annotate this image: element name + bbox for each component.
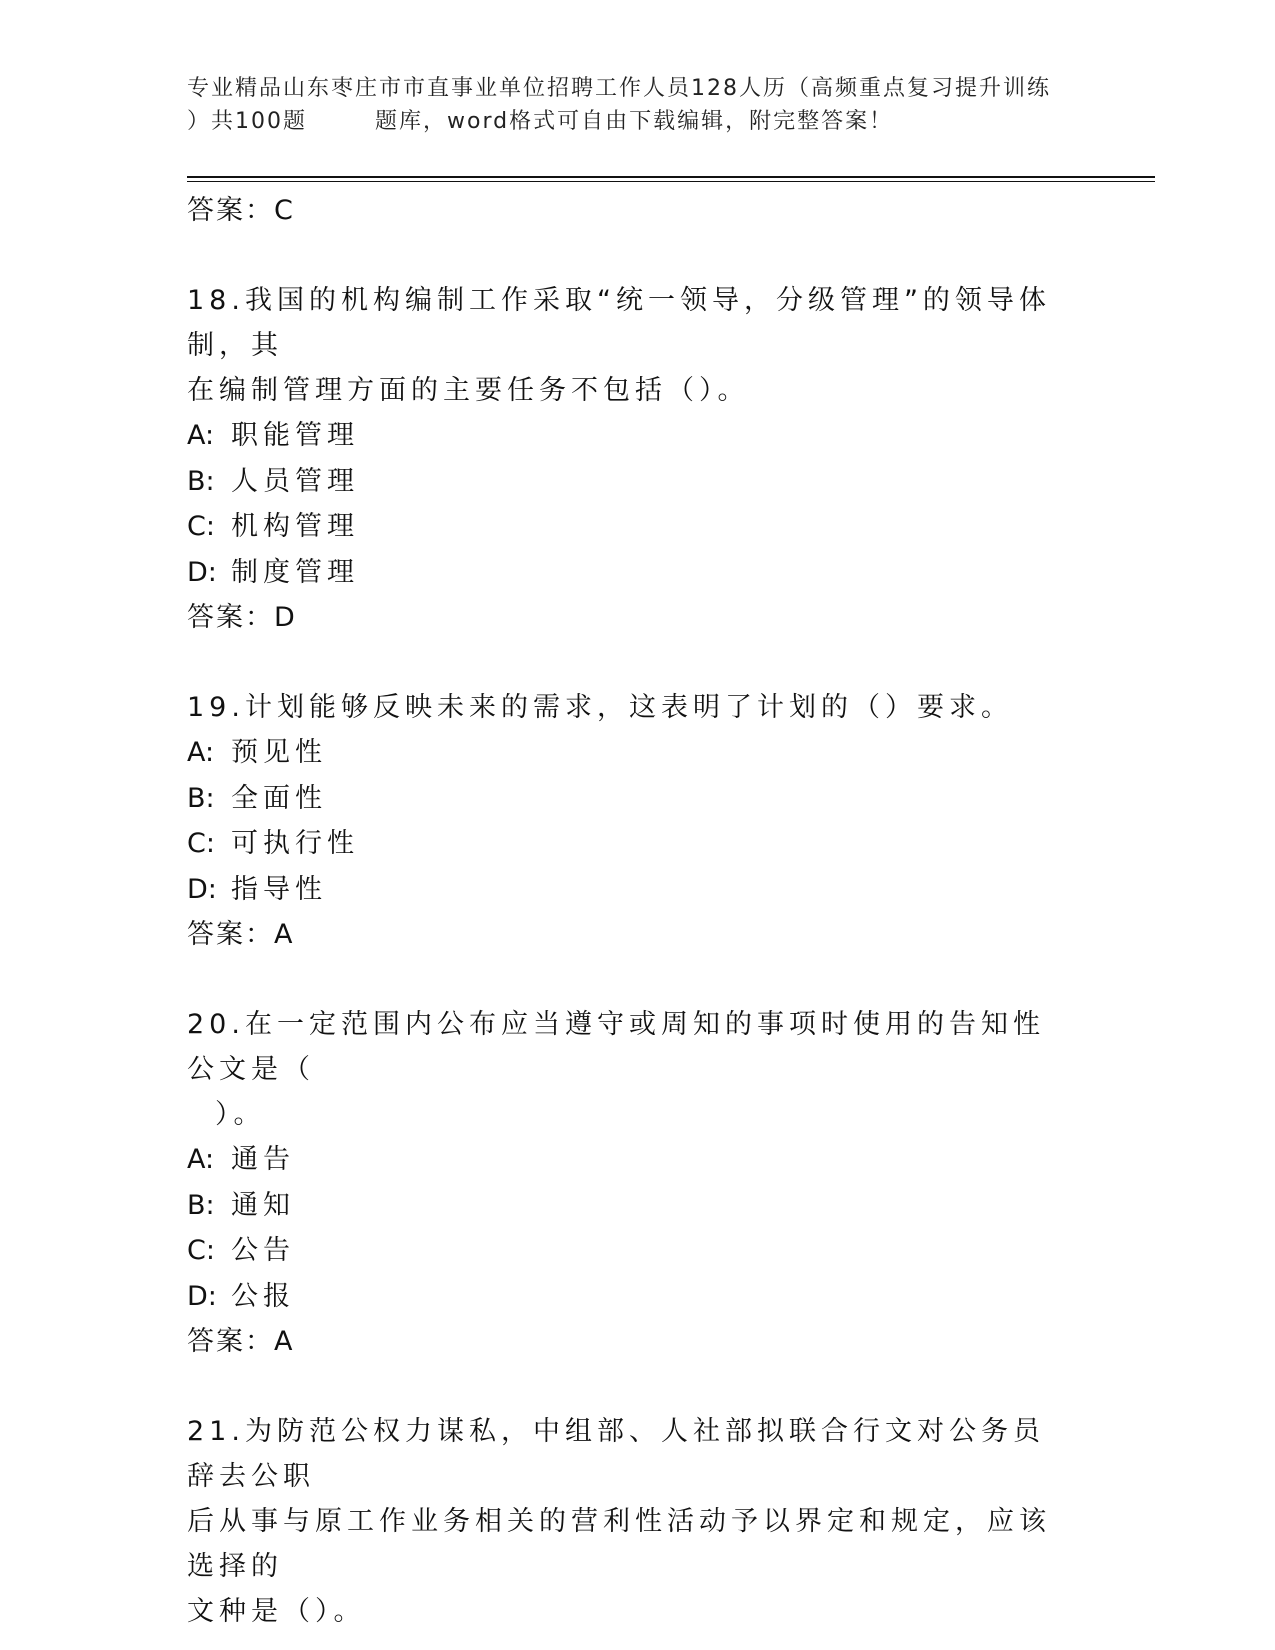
question-text-line <box>187 278 1067 368</box>
option-c <box>187 504 1087 550</box>
option-a <box>187 413 1087 459</box>
option-text: 预见性 <box>231 737 327 768</box>
option-letter: C: <box>187 1235 215 1266</box>
option-letter: B: <box>187 1189 215 1221</box>
option-d <box>187 867 1087 913</box>
option-text: 通知 <box>231 1189 295 1221</box>
option-letter: C: <box>187 828 215 859</box>
question-text-line <box>187 1092 1067 1137</box>
page-header <box>187 72 1087 138</box>
answer-19: 答案：A <box>187 919 295 950</box>
option-c <box>187 821 1087 867</box>
option-letter: A: <box>187 420 215 451</box>
option-letter: B: <box>187 782 215 814</box>
option-letter: B: <box>187 465 215 497</box>
question-21 <box>187 1409 1067 1634</box>
header-title-line2-left: ）共100题 <box>187 109 307 134</box>
option-d <box>187 550 1087 596</box>
option-letter: C: <box>187 511 215 542</box>
question-text-line <box>187 685 1067 730</box>
option-text: 公报 <box>231 1280 295 1312</box>
question-stem: 为防范公权力谋私，中组部、人社部拟联合行文对公务员辞去公职 <box>187 1416 1045 1492</box>
option-text: 职能管理 <box>231 420 359 451</box>
option-letter: A: <box>187 737 215 768</box>
option-text: 全面性 <box>231 782 327 814</box>
option-a <box>187 730 1087 776</box>
question-text-line <box>187 1409 1067 1499</box>
option-b <box>187 459 1087 505</box>
option-text: 可执行性 <box>231 828 359 859</box>
option-letter: D: <box>187 556 217 588</box>
option-letter: D: <box>187 1280 217 1312</box>
header-title-line2-right: 题库，word格式可自由下载编辑，附完整答案！ <box>375 109 894 134</box>
header-title-line2 <box>187 105 1087 138</box>
option-c <box>187 1228 1087 1274</box>
question-text-line: 在编制管理方面的主要任务不包括（）。 <box>187 375 750 406</box>
question-number: 21. <box>187 1416 245 1447</box>
question-stem-cont: ）。 <box>215 1099 266 1130</box>
question-number: 19. <box>187 692 245 723</box>
question-20 <box>187 1002 1067 1137</box>
option-text: 指导性 <box>231 873 327 905</box>
option-letter: A: <box>187 1144 215 1175</box>
option-text: 机构管理 <box>231 511 359 542</box>
question-text-line: 文种是（）。 <box>187 1596 366 1627</box>
header-rule-thick <box>187 176 1155 178</box>
option-b <box>187 1183 1087 1229</box>
question-stem: 我国的机构编制工作采取“统一领导，分级管理”的领导体制，其 <box>187 285 1051 361</box>
header-rule-thin <box>187 181 1155 182</box>
answer-20: 答案：A <box>187 1326 295 1357</box>
option-b <box>187 776 1087 822</box>
question-list <box>187 188 1087 1634</box>
option-d <box>187 1274 1087 1320</box>
question-18 <box>187 278 1067 413</box>
option-a <box>187 1137 1087 1183</box>
question-number: 18. <box>187 285 245 316</box>
question-stem: 在一定范围内公布应当遵守或周知的事项时使用的告知性公文是（ <box>187 1009 1045 1085</box>
option-letter: D: <box>187 873 217 905</box>
question-19 <box>187 685 1067 730</box>
question-number: 20. <box>187 1009 245 1040</box>
answer-18: 答案：D <box>187 602 297 633</box>
question-text-line <box>187 1002 1067 1092</box>
option-text: 公告 <box>231 1235 295 1266</box>
header-title-line1: 专业精品山东枣庄市市直事业单位招聘工作人员128人历（高频重点复习提升训练 <box>187 76 1051 101</box>
question-stem: 计划能够反映未来的需求，这表明了计划的（）要求。 <box>244 692 1013 723</box>
option-text: 通告 <box>231 1144 295 1175</box>
option-text: 制度管理 <box>231 556 359 588</box>
option-text: 人员管理 <box>231 465 359 497</box>
previous-answer: 答案：C <box>187 195 295 226</box>
question-text-line: 后从事与原工作业务相关的营利性活动予以界定和规定，应该选择的 <box>187 1506 1051 1582</box>
